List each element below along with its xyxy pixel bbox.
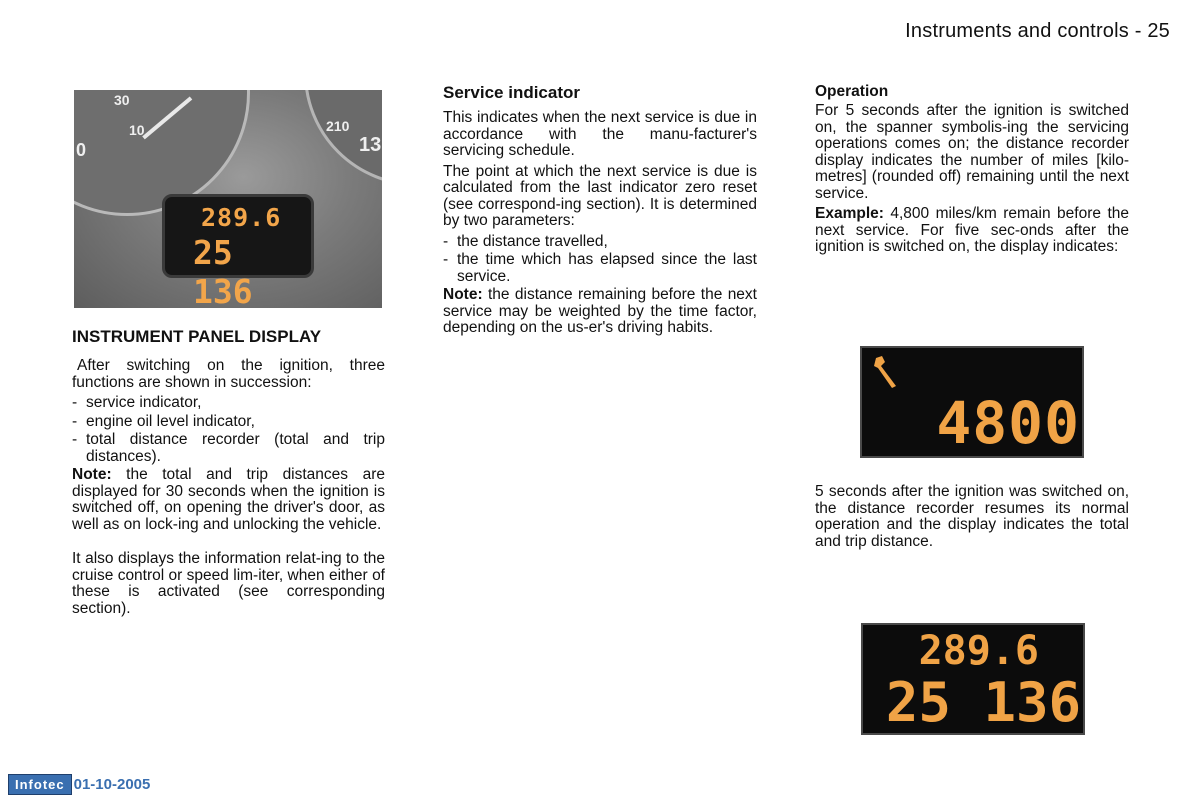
note-paragraph [443,287,757,337]
example-text: 4,800 miles/km remain before the next service. For five sec-onds after the ignition is switched on, the display indicates: [815,205,1129,255]
section-heading: Operation [815,83,889,100]
paragraph: The point at which the next service is due is calculated from the last indicator zero reset (see correspond-ing section). It is determined by two parameters: [443,162,757,229]
section-heading: Service indicator [443,83,581,102]
list-item: - total distance recorder (total and trip distances). [72,432,385,465]
operation-continued [815,484,1129,554]
wrench-icon [872,354,902,390]
service-indicator-section [443,83,757,341]
total-distance-readout: 25 136 [885,671,1081,734]
intro-paragraph: After switching on the ignition, three functions are shown in succession: [72,357,385,391]
trip-distance-readout: 289.6 [201,203,282,232]
infotec-logo: Infotec [8,774,72,795]
instrument-panel-photo [74,90,382,308]
list-item: - the distance travelled, [443,234,757,251]
list-item: - service indicator, [72,395,385,412]
paragraph: This indicates when the next service is due in accordance with the manu-facturer's servicing schedule. [443,109,757,159]
operation-section [815,83,1129,260]
footer-date: 01-10-2005 [73,775,151,793]
note-paragraph [72,467,385,533]
paragraph: For 5 seconds after the ignition is switched on, the spanner symbolis-ing the servicing operations comes on; the distance recorder display indicates the number of miles [kilo-metres] (rounded off) remaining until the next service. [815,102,1129,202]
gauge-label: 13 [359,134,382,156]
note-text: the distance remaining before the next service may be weighted by the time factor, depending on the us-er's driving habits. [443,286,757,336]
example-paragraph [815,206,1129,256]
gauge-label: 30 [114,92,130,108]
gauge-label: 10 [129,122,145,138]
distance-lcd-display [861,623,1085,735]
paragraph: 5 seconds after the ignition was switched on, the distance recorder resumes its normal operation and the display indicates the total and trip distance. [815,483,1129,550]
list-item: - engine oil level indicator, [72,414,385,431]
page-header: Instruments and controls - 25 [905,20,1170,42]
note-label: Note: [72,466,112,483]
trip-distance-readout: 289.6 [918,628,1039,674]
list-item: - the time which has elapsed since the last service. [443,252,757,285]
footer [8,774,150,794]
parameter-list [443,234,757,286]
remaining-distance-readout: 4800 [936,389,1080,457]
service-lcd-display [860,346,1084,458]
cruise-control-paragraph: It also displays the information relat-ing to the cruise control or speed lim-iter, when either of these is activated (see corresponding section). [72,550,385,617]
function-list [72,395,385,465]
gauge-label: 0 [76,140,87,160]
odometer-screen [162,194,314,308]
note-label: Note: [443,286,483,303]
section-heading: INSTRUMENT PANEL DISPLAY [72,327,322,346]
total-distance-readout: 25 136 [193,233,253,308]
example-label: Example: [815,205,884,222]
gauge-label: 210 [326,118,350,134]
note-text: the total and trip distances are displayed for 30 seconds when the ignition is switched off, on opening the driver's door, as well as on lock-ing and unlocking the vehicle. [72,466,385,533]
instrument-panel-section [72,327,385,621]
